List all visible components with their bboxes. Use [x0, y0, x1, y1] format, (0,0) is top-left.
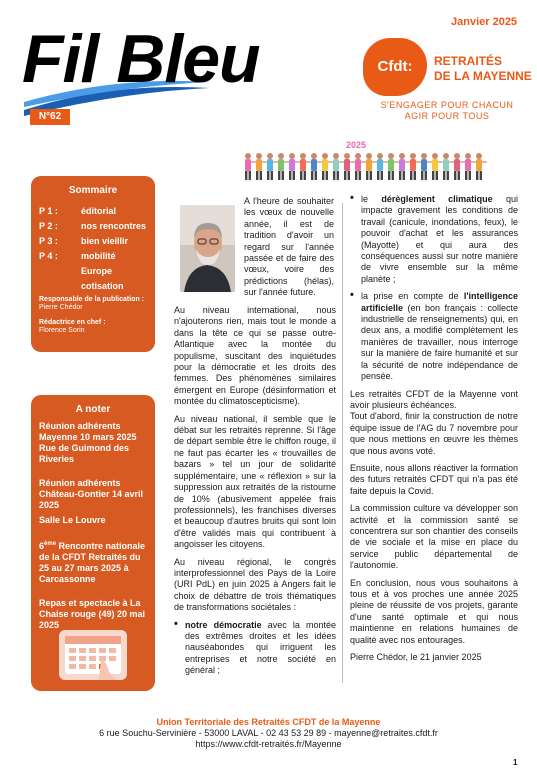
- org-name-line2: DE LA MAYENNE: [434, 69, 532, 83]
- toc-page: P 3 :: [39, 236, 58, 246]
- event-ordinal: 6: [39, 541, 45, 551]
- person-figure: [454, 153, 465, 180]
- banner-year: 2025: [346, 140, 367, 150]
- bullet-climat: [350, 194, 518, 285]
- bullet-ia: [350, 291, 518, 382]
- toc-item[interactable]: [39, 249, 146, 264]
- people-banner-image: [240, 138, 490, 184]
- org-name: [434, 54, 537, 84]
- toc-label: éditorial: [81, 206, 117, 216]
- person-figure: [245, 153, 256, 180]
- paragraph-conclusion: En conclusion, nous vous souhaitons à tous et à vos proches une année 2025 pleine de réussite de vos projets, garante d'une santé optimale et qui nous maintienne en relations humaines de qualité avec nos entourages.: [350, 577, 518, 645]
- article-column-right: [350, 194, 518, 669]
- person-figure: [322, 153, 333, 180]
- resp-label: Responsable de la publication :: [39, 296, 145, 303]
- person-figure: [344, 153, 355, 180]
- person-figure: [256, 153, 267, 180]
- person-figure: [278, 153, 289, 180]
- bullet-text: avec la montée des extrêmes droites et les idées nauséabondes qui irriguent les entreprises et notre société en général ;: [185, 619, 336, 676]
- paragraph-formation: Ensuite, nous allons réactiver la formation des futurs retraités CFDT qui n'a pas été faite depuis la Covid.: [350, 462, 518, 496]
- footer-website[interactable]: https://www.cfdt-retraités.fr/Mayenne: [195, 739, 342, 749]
- person-figure: [366, 153, 377, 180]
- person-figure: [300, 153, 311, 180]
- article-intro: [244, 196, 334, 305]
- toc-label: nos rencontres: [81, 221, 147, 231]
- event-item: Repas et spectacle à La Chaise rouge (49) 20 mai 2025: [39, 598, 146, 630]
- paragraph-national: Au niveau national, il semble que le débat sur les retraités reprenne. Si l'âge de départ semble être le chiffon rouge, il ne faut pas écarter les « trouvailles de bazars » tel un jour de solidarité supplémentaire, une « réflexion » sur la suppression aux retraités de la ristourne de 10% (abusivement appelée frais professionnels), les franchises diverses et beaucoup d'autres bruits qui sont loin d'être validés mais qui contribuent à angoisser les citoyens.: [174, 413, 336, 550]
- toc-page: P 4 :: [39, 251, 58, 261]
- publication-credits: [39, 296, 151, 335]
- event-item: [39, 539, 151, 585]
- event-line: Réunion adhérents Château-Gontier 14 avril 2025: [39, 478, 144, 510]
- redac-name: Florence Sorin: [39, 327, 85, 334]
- toc-item[interactable]: [39, 204, 146, 219]
- toc-label: bien vieillir: [81, 236, 129, 246]
- event-item: Réunion adhérents Mayenne 10 mars 2025 Rue de Guimond des Riveries: [39, 421, 137, 464]
- bullet-bold: notre démocratie: [185, 619, 262, 630]
- toc-label: cotisation: [81, 281, 124, 291]
- resp-name: Pierre Chédor: [39, 304, 83, 311]
- author-portrait: [180, 205, 235, 292]
- a-noter-title: A noter: [75, 404, 111, 415]
- toc-page: P 1 :: [39, 206, 58, 216]
- tagline-line1: S'ENGAGER POUR CHACUN: [380, 100, 514, 110]
- cfdt-logo: Cfdt:: [363, 38, 427, 96]
- person-figure: [377, 153, 388, 180]
- toc-page: P 2 :: [39, 221, 58, 231]
- bullet-text: (en bon français : collecte industrielle de renseignements) qui, en deux ans, a modifié complètement les manières de travailler, nous interroge sur la manière de faire humanité et sur la sécurité de notre indépendance de pensée.: [361, 302, 518, 382]
- bullet-prefix: le: [361, 194, 382, 204]
- person-figure: [443, 153, 454, 180]
- person-figure: [289, 153, 300, 180]
- event-text: Rencontre nationale de la CFDT Retraités du 25 au 27 mars 2025 à Carcassonne: [39, 541, 146, 584]
- footer-org: Union Territoriale des Retraités CFDT de la Mayenne: [156, 717, 381, 727]
- person-figure: [421, 153, 432, 180]
- intro-paragraph: A l'heure de souhaiter les vœux de nouvelle année, il est de tradition d'avoir un regard sur l'année passée et de faire des vœux, voire des prédictions (hélas), sur l'année future.: [244, 196, 334, 298]
- org-name-line1: RETRAITÉS: [434, 54, 503, 68]
- person-figure: [355, 153, 366, 180]
- toc-item[interactable]: [39, 279, 146, 294]
- person-figure: [311, 153, 322, 180]
- newsletter-title: Fil Bleu: [22, 21, 260, 97]
- a-noter-box: [31, 395, 155, 691]
- paragraph-equipe: Tout d'abord, finir la construction de notre équipe issue de l'AG du 7 novembre pour que nous mettions en œuvre les thèmes que nous avons voté.: [350, 411, 518, 456]
- toc-page: [39, 264, 81, 279]
- person-figure: [399, 153, 410, 180]
- issue-number: N°62: [30, 109, 70, 125]
- bullet-prefix: la prise en compte de: [361, 291, 464, 302]
- person-figure: [465, 153, 476, 180]
- sommaire-title: Sommaire: [68, 185, 118, 196]
- toc-item[interactable]: [39, 234, 146, 249]
- person-figure: [410, 153, 421, 180]
- event-line: Salle Le Louvre: [39, 515, 106, 525]
- masthead-logo: [22, 18, 260, 106]
- portrait-illustration: [180, 205, 235, 292]
- footer-address: 6 rue Souchu-Servinière - 53000 LAVAL - 02 43 53 29 89 - mayenne@retraites.cfdt.fr: [99, 728, 438, 738]
- toc-label: Europe: [81, 266, 113, 276]
- page-number: 1: [513, 758, 518, 767]
- bullet-bold: l'intelligence artificielle: [361, 291, 518, 313]
- tagline-line2: AGIR POUR TOUS: [404, 111, 490, 121]
- person-figure: [267, 153, 278, 180]
- toc-item[interactable]: [39, 219, 146, 234]
- person-figure: [333, 153, 344, 180]
- event-ordinal-suffix: ème: [44, 541, 57, 547]
- person-figure: [388, 153, 399, 180]
- calendar-icon: [57, 628, 129, 682]
- redac-label: Rédactrice en chef :: [39, 319, 106, 326]
- paragraph-international: Au niveau international, nous n'ajouterons rien, mais tout le monde a dans la tête ce qui se passe outre-Atlantique avec la montée du populisme, suscitant des inquiétudes pour la démocratie et les droits des femmes. Des phénomènes similaires émergent en Europe (désinformation et montée du climatoscepticisme).: [174, 305, 336, 407]
- signature: Pierre Chédor, le 21 janvier 2025: [350, 652, 482, 663]
- issue-date: Janvier 2025: [451, 16, 518, 28]
- bullet-text: qui impacte gravement les conditions de travail (canicule, inondations, feux), le pouvoir d'achat et les assurances (Mayotte) et qui aura des conséquences aussi sur notre manière de vivre ensemble sur la même planète ;: [361, 194, 518, 284]
- paragraph-regional: Au niveau régional, le congrès interprofessionnel des Pays de la Loire (URI PdL) en juin 2025 à Angers fait le choix de débattre de trois thématiques de transformations sociétales :: [174, 556, 336, 613]
- person-figure: [476, 153, 487, 180]
- toc-item[interactable]: [39, 264, 146, 279]
- people-illustration: [240, 138, 490, 184]
- paragraph-commissions: La commission culture va développer son activité et la commission santé se concentrera sur son chantier des conseils de vie sociale et la mise en place du service public départemental de l'autonomie.: [350, 503, 518, 571]
- tagline: [362, 100, 532, 122]
- event-item: [39, 478, 151, 526]
- table-of-contents: [39, 204, 146, 294]
- toc-label: mobilité: [81, 251, 116, 261]
- column-divider: [342, 203, 343, 683]
- page-footer: [0, 717, 537, 750]
- person-figure: [432, 153, 443, 180]
- bullet-democratie: [174, 620, 336, 677]
- article-column-left: [174, 305, 336, 683]
- bullet-bold: dérèglement climatique: [381, 194, 493, 204]
- events-list: [39, 421, 151, 644]
- sommaire-box: [31, 176, 155, 352]
- toc-page: [39, 279, 81, 294]
- paragraph-echeances: Les retraités CFDT de la Mayenne vont avoir plusieurs échéances.: [350, 388, 518, 410]
